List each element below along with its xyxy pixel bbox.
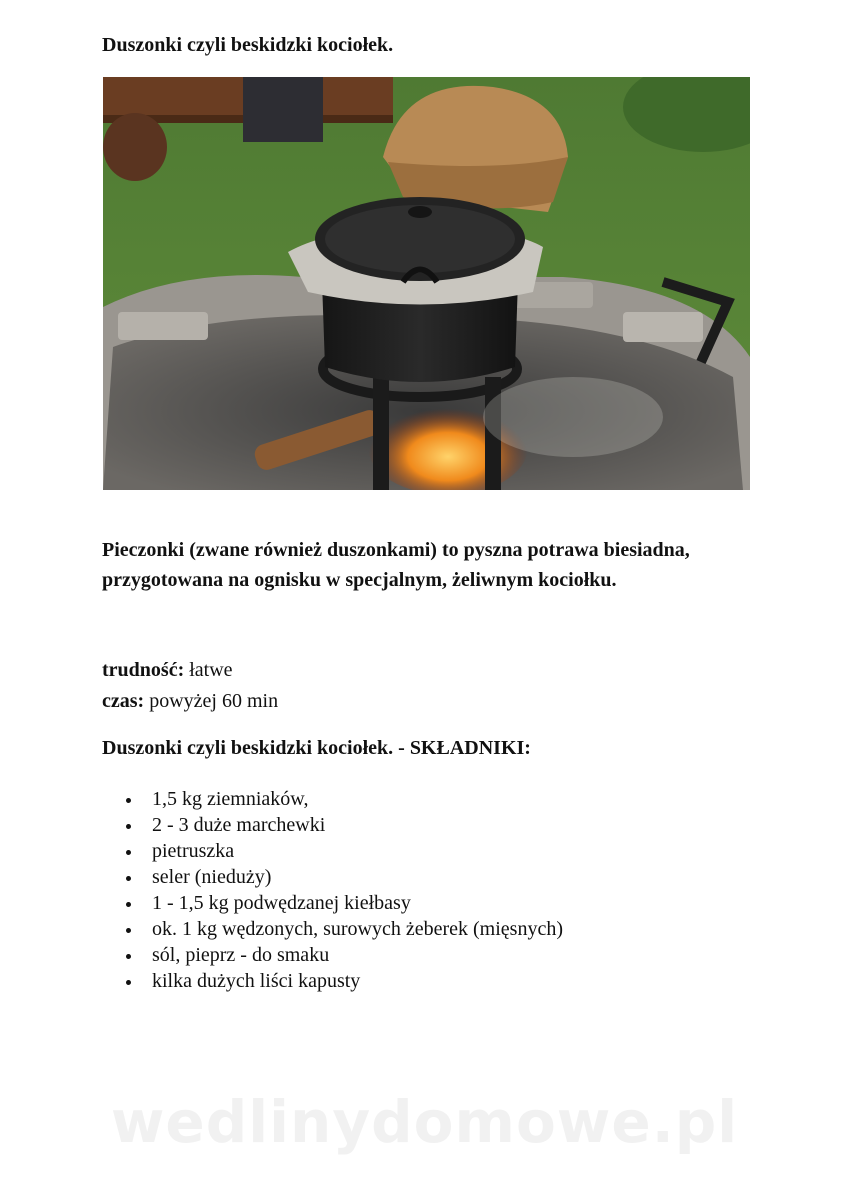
ingredient-item: kilka dużych liści kapusty: [102, 968, 563, 994]
time-label: czas:: [102, 690, 145, 712]
site-watermark: wedlinydomowe.pl: [110, 1088, 739, 1156]
ingredient-item: 2 - 3 duże marchewki: [102, 812, 563, 838]
time-value: powyżej 60 min: [149, 690, 279, 712]
recipe-photo: [103, 77, 750, 490]
ingredient-item: 1,5 kg ziemniaków,: [102, 786, 563, 812]
difficulty-value: łatwe: [189, 659, 233, 681]
ingredients-list: [102, 786, 563, 994]
difficulty-row: [102, 655, 278, 686]
recipe-meta: [102, 655, 278, 717]
ingredients-heading: Duszonki czyli beskidzki kociołek. - SKŁADNIKI:: [102, 737, 531, 759]
recipe-title: Duszonki czyli beskidzki kociołek.: [102, 34, 394, 56]
time-row: [102, 686, 278, 717]
difficulty-label: trudność:: [102, 659, 185, 681]
ingredient-item: sól, pieprz - do smaku: [102, 942, 563, 968]
ingredient-item: pietruszka: [102, 838, 563, 864]
ingredient-item: 1 - 1,5 kg podwędzanej kiełbasy: [102, 890, 563, 916]
ingredient-item: seler (nieduży): [102, 864, 563, 890]
ingredient-item: ok. 1 kg wędzonych, surowych żeberek (mięsnych): [102, 916, 563, 942]
recipe-intro: Pieczonki (zwane również duszonkami) to pyszna potrawa biesiadna, przygotowana na ognisku w specjalnym, żeliwnym kociołku.: [102, 539, 690, 591]
